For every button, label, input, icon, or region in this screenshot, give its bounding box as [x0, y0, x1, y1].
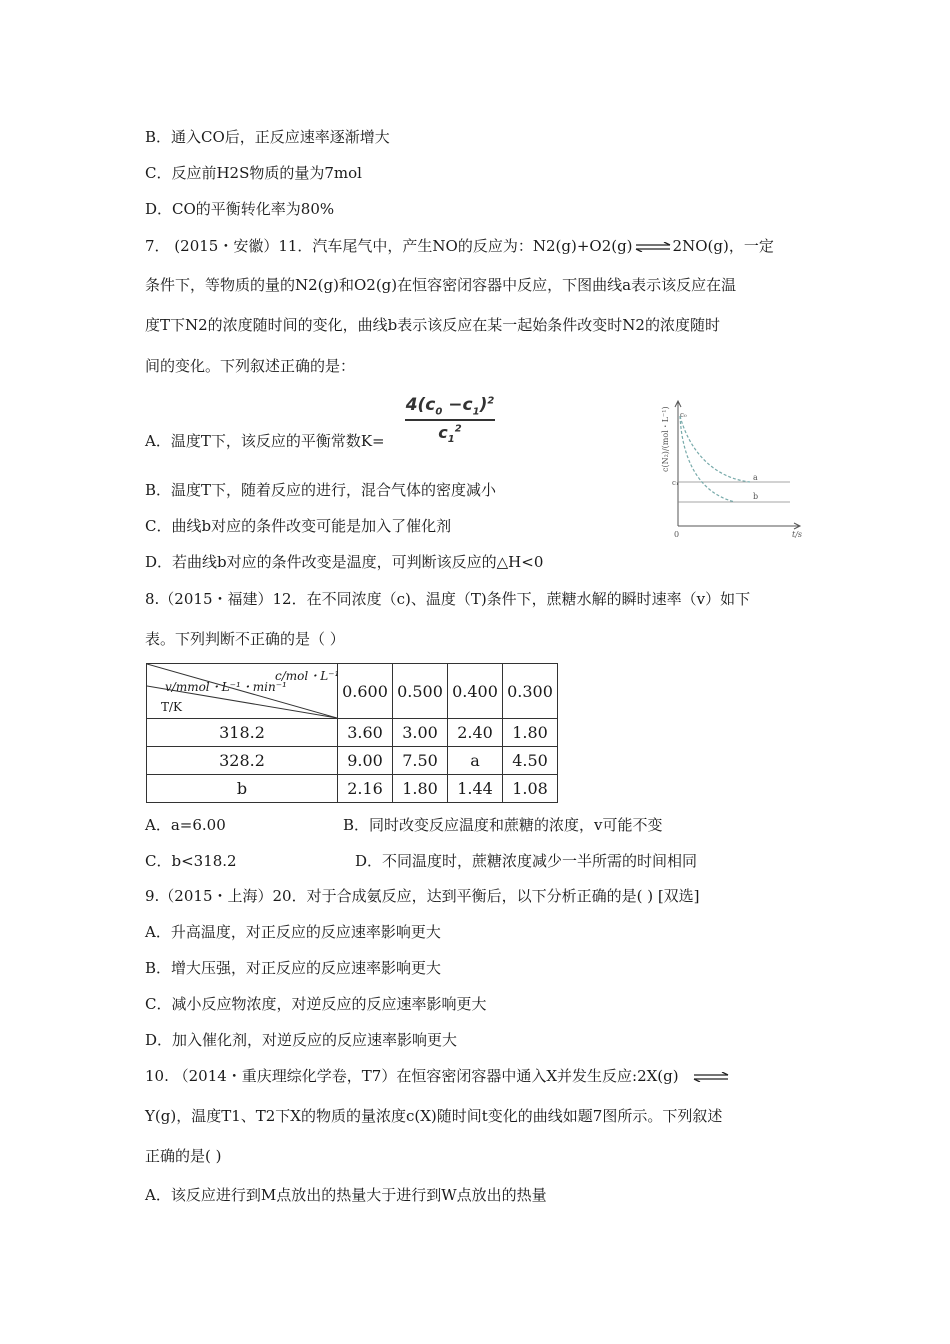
curve-a [680, 416, 750, 482]
table-cell: 1.80 [503, 719, 558, 747]
q10-line-2: Y(g)，温度T1、T2下X的物质的量浓度c(X)随时间t变化的曲线如题7图所示。下列叙述 [145, 1107, 723, 1125]
header-rate-label: v/mmol・L⁻¹・min⁻¹ [165, 680, 287, 694]
table-cell: a [448, 747, 503, 775]
graph-y-label: c(N₂)/(mol・L⁻¹) [661, 406, 670, 472]
table-row [147, 775, 558, 803]
table-cell: 0.600 [338, 664, 393, 719]
table-cell: 0.400 [448, 664, 503, 719]
graph-x-label: t/s [792, 530, 803, 539]
q10-line-1 [145, 1066, 731, 1086]
q7-option-b: B．温度T下，随着反应的进行，混合气体的密度减小 [145, 481, 497, 499]
q6-option-b: B．通入CO后，正反应速率逐渐增大 [145, 128, 390, 146]
graph-c0-label: c₀ [680, 411, 687, 419]
q7-line-1 [145, 236, 774, 256]
q7-option-c: C．曲线b对应的条件改变可能是加入了催化剂 [145, 517, 452, 535]
table-diagonal-header [147, 664, 338, 719]
q7-line-2: 条件下，等物质的量的N2(g)和O2(g)在恒容密闭容器中反应，下图曲线a表示该反应在温 [145, 276, 737, 294]
q8-option-c: C．b<318.2 [145, 852, 237, 870]
q9-option-b: B．增大压强，对正反应的反应速率影响更大 [145, 959, 442, 977]
graph-c1-label: c₁ [672, 479, 679, 487]
table-cell: 3.00 [393, 719, 448, 747]
q10-option-a: A．该反应进行到M点放出的热量大于进行到W点放出的热量 [145, 1186, 547, 1204]
table-cell: 328.2 [147, 747, 338, 775]
table-cell: 1.44 [448, 775, 503, 803]
equilibrium-arrow-icon [635, 242, 671, 252]
table-cell: 4.50 [503, 747, 558, 775]
q9-option-d: D．加入催化剂，对逆反应的反应速率影响更大 [145, 1031, 458, 1049]
q8-line-2: 表。下列判断不正确的是（ ） [145, 630, 345, 648]
table-cell: 1.80 [393, 775, 448, 803]
header-temperature-label: T/K [161, 700, 183, 714]
equilibrium-constant-formula [405, 395, 495, 446]
table-cell: 318.2 [147, 719, 338, 747]
n2-concentration-graph [660, 398, 810, 540]
q7-option-d: D．若曲线b对应的条件改变是温度，可判断该反应的△H<0 [145, 553, 544, 571]
table-cell: 1.08 [503, 775, 558, 803]
q8-option-d: D．不同温度时，蔗糖浓度减少一半所需的时间相同 [355, 852, 698, 870]
table-cell: 3.60 [338, 719, 393, 747]
table-cell: b [147, 775, 338, 803]
q7-line-3: 度T下N2的浓度随时间的变化，曲线b表示该反应在某一起始条件改变时N2的浓度随时 [145, 316, 720, 334]
table-cell: 7.50 [393, 747, 448, 775]
table-header-row [147, 664, 558, 719]
table-cell: 2.40 [448, 719, 503, 747]
q8-option-a: A．a=6.00 [145, 816, 226, 834]
q10-line-3: 正确的是( ) [145, 1147, 222, 1165]
q7-line-4: 间的变化。下列叙述正确的是： [145, 357, 356, 375]
graph-origin-label: 0 [674, 530, 680, 539]
formula-numerator: $4(c_0 -c_1)^2$ [405, 395, 495, 421]
table-cell: 9.00 [338, 747, 393, 775]
table-row [147, 747, 558, 775]
header-concentration-label: c/mol・L⁻¹ [275, 669, 340, 683]
q7-line-1-post: 2NO(g)，一定 [672, 237, 774, 255]
q10-line-1-pre: 10. （2014・重庆理综化学卷，T7）在恒容密闭容器中通入X并发生反应:2X(g) [145, 1067, 679, 1085]
q8-option-b: B．同时改变反应温度和蔗糖的浓度，v可能不变 [343, 816, 663, 834]
q7-line-1-pre: 7． (2015・安徽）11．汽车尾气中，产生NO的反应为：N2(g)+O2(g) [145, 237, 633, 255]
table-cell: 0.500 [393, 664, 448, 719]
graph-curve-b-label: b [753, 492, 759, 501]
formula-denominator: $c_1^2$ [438, 423, 462, 446]
q7-option-a: A．温度T下，该反应的平衡常数K= [145, 432, 385, 450]
sucrose-rate-table [146, 663, 558, 803]
q9-option-c: C．减小反应物浓度，对逆反应的反应速率影响更大 [145, 995, 487, 1013]
table-cell: 0.300 [503, 664, 558, 719]
graph-curve-a-label: a [753, 473, 758, 482]
q8-line-1: 8.（2015・福建）12．在不同浓度（c)、温度（T)条件下，蔗糖水解的瞬时速率（v）如下 [145, 590, 751, 608]
equilibrium-arrow-icon [693, 1072, 729, 1082]
q9-option-a: A．升高温度，对正反应的反应速率影响更大 [145, 923, 441, 941]
q6-option-d: D．CO的平衡转化率为80% [145, 200, 335, 218]
q9-line-1: 9.（2015・上海）20．对于合成氨反应，达到平衡后，以下分析正确的是( ) [双选] [145, 887, 700, 905]
curve-b [680, 416, 735, 502]
table-row [147, 719, 558, 747]
q6-option-c: C．反应前H2S物质的量为7mol [145, 164, 362, 182]
table-cell: 2.16 [338, 775, 393, 803]
